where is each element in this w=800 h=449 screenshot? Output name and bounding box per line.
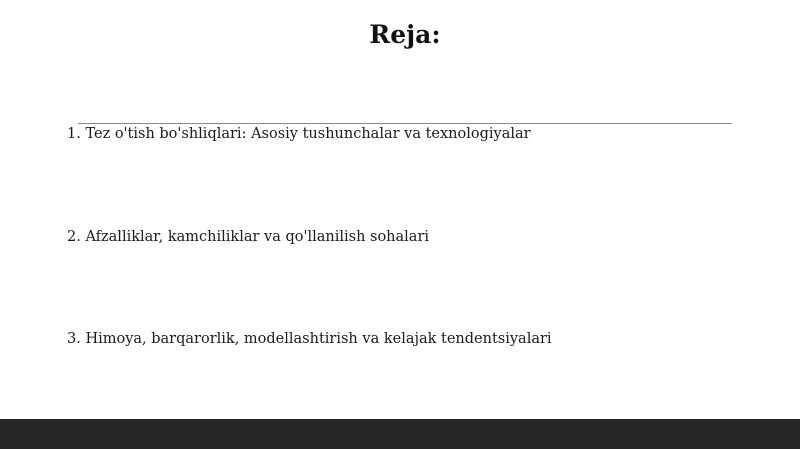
title-divider <box>78 123 732 124</box>
plan-item-1: 1. Tez o'tish bo'shliqlari: Asosiy tushunchalar va texnologiyalar <box>67 126 531 142</box>
slide-title: Reja: <box>369 20 441 49</box>
plan-item-3: 3. Himoya, barqarorlik, modellashtirish va kelajak tendentsiyalari <box>67 331 552 347</box>
plan-item-2: 2. Afzalliklar, kamchiliklar va qo'llanilish sohalari <box>67 229 430 245</box>
viewer-bottom-bar <box>0 419 800 449</box>
